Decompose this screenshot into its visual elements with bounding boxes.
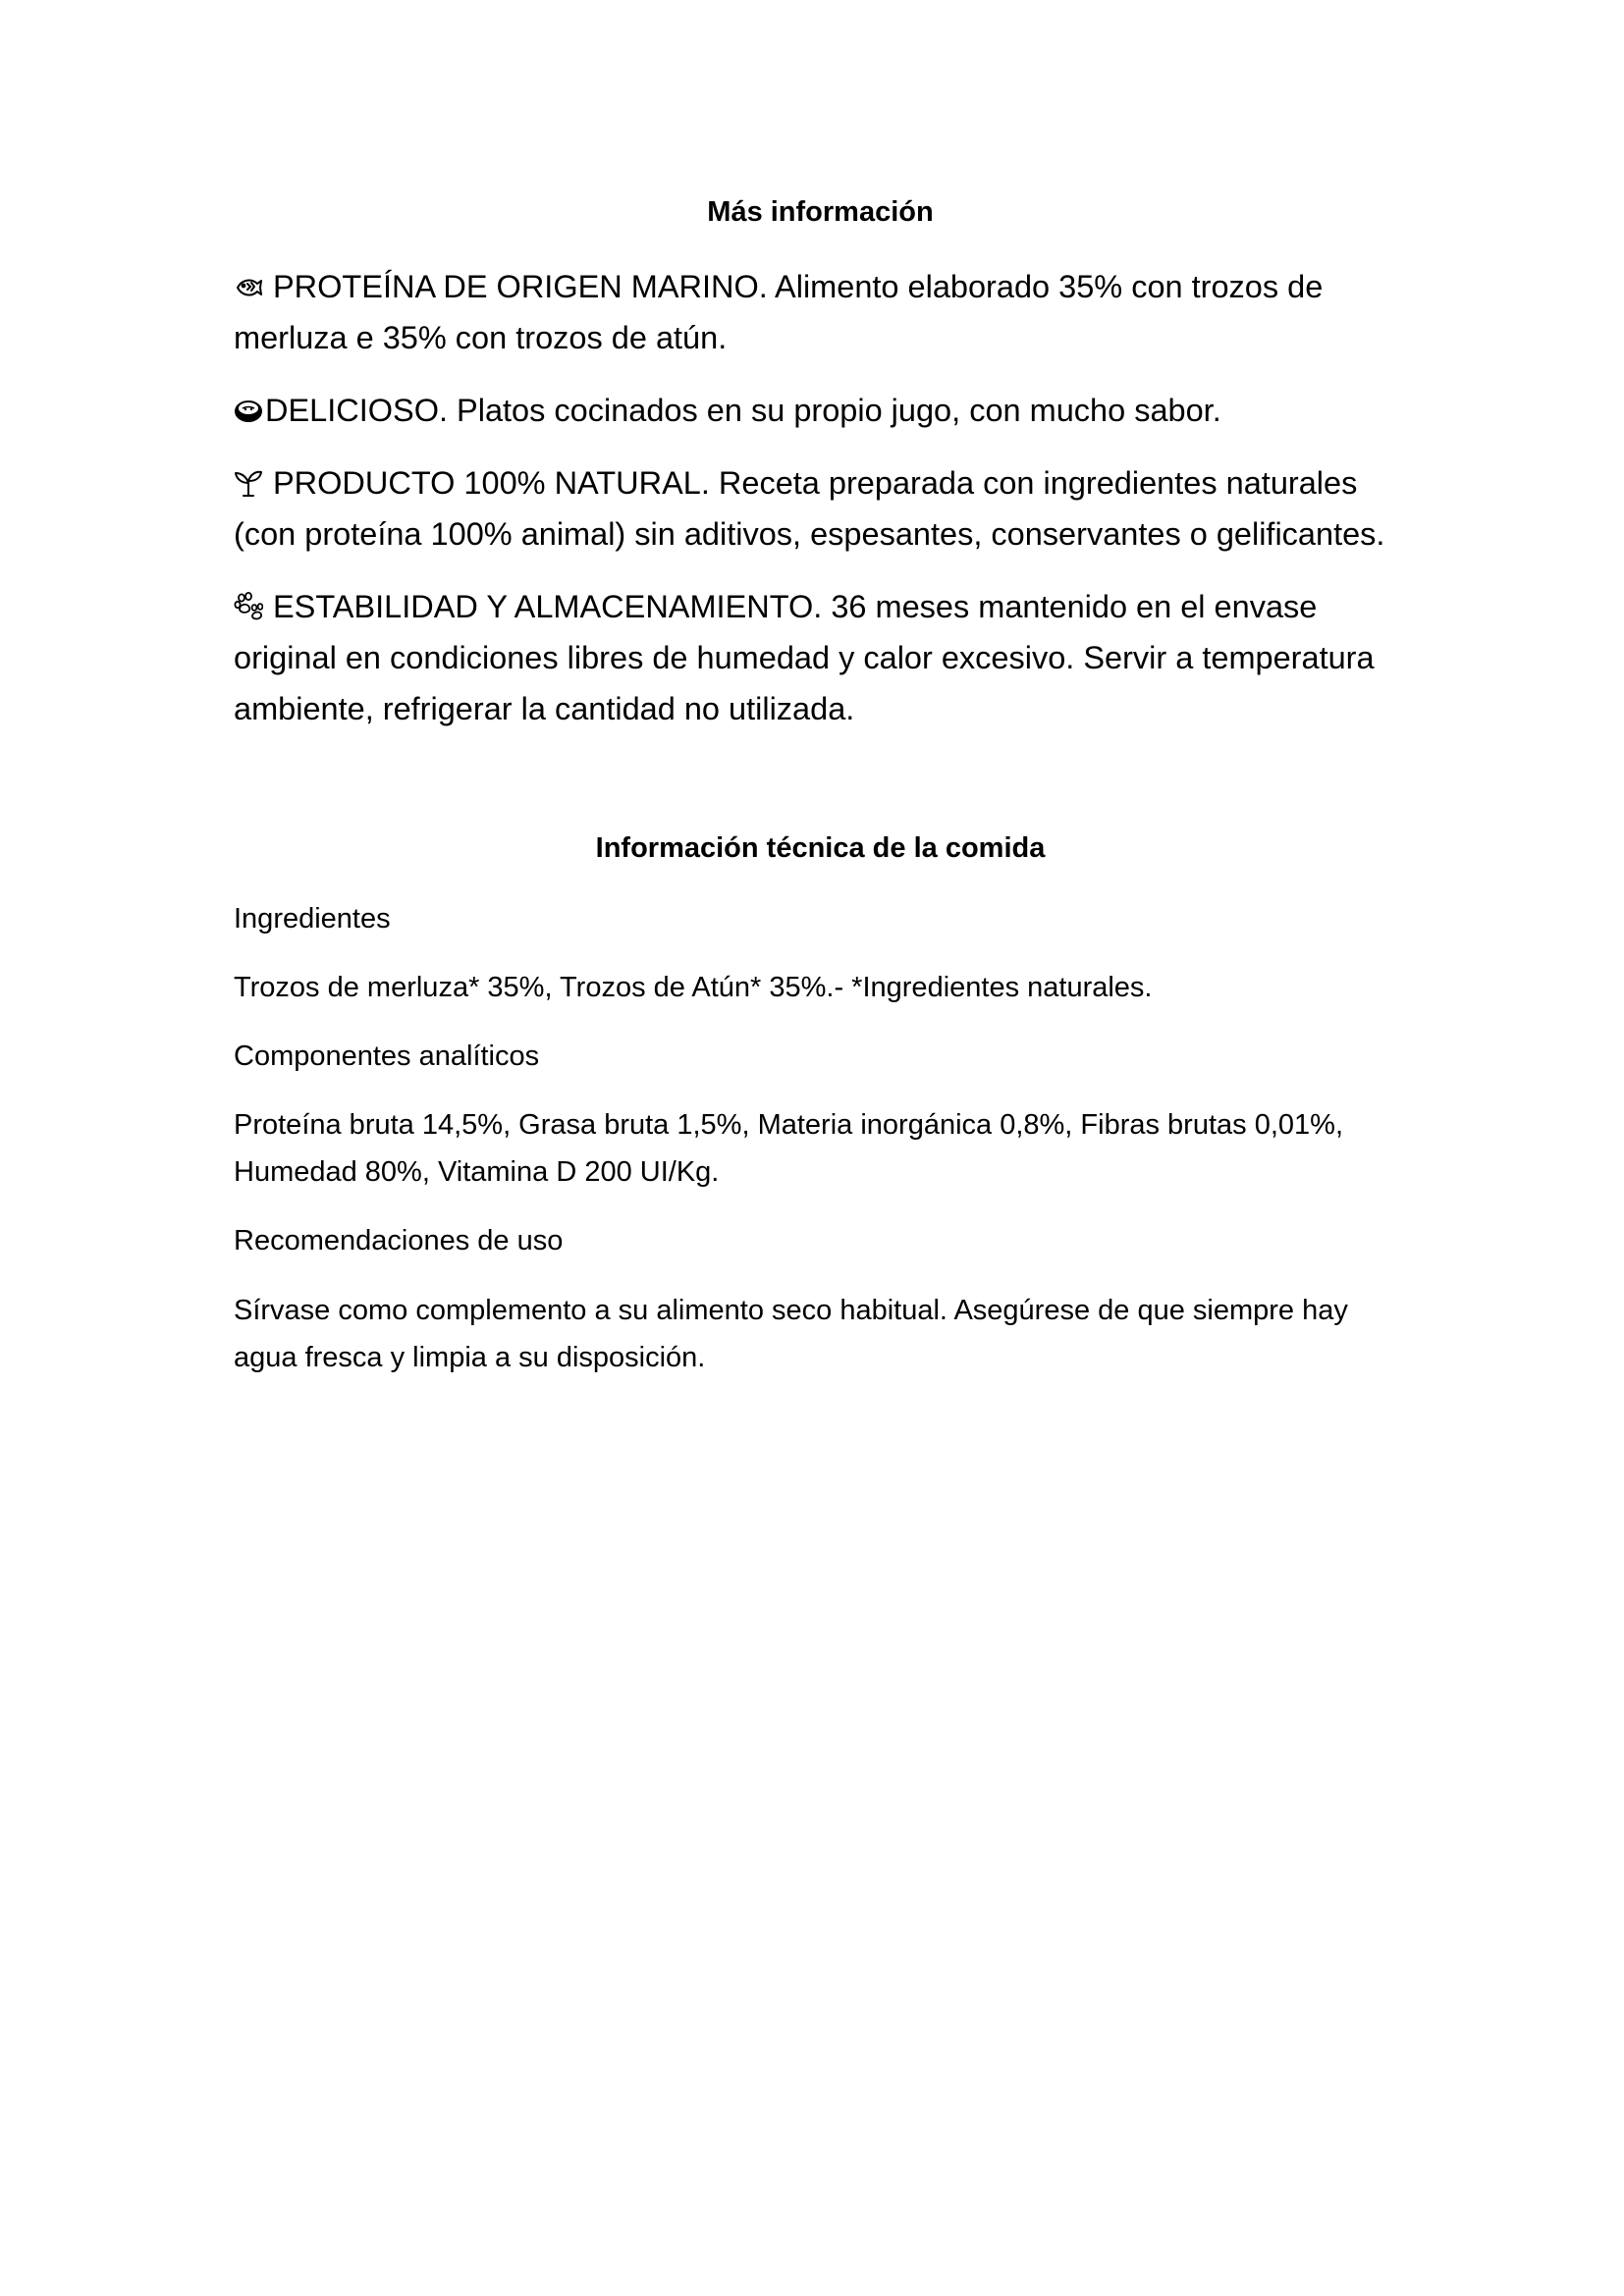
usage-label: Recomendaciones de uso: [234, 1225, 564, 1256]
section-heading-informacion-tecnica: Información técnica de la comida: [595, 832, 1046, 864]
food-bowl-icon: [234, 396, 263, 425]
sprout-icon: [234, 468, 263, 498]
fish-icon: [234, 272, 263, 301]
paw-icon: [234, 592, 263, 621]
feature-delicious: [234, 385, 1407, 436]
feature-storage: [234, 581, 1407, 734]
feature-marine-protein-text: PROTEÍNA DE ORIGEN MARINO. Alimento elaborado 35% con trozos de merluza e 35% con trozos de atún.: [234, 269, 1324, 355]
analytics-label: Componentes analíticos: [234, 1041, 540, 1072]
analytics-text: Proteína bruta 14,5%, Grasa bruta 1,5%, Materia inorgánica 0,8%, Fibras brutas 0,01%, Humedad 80%, Vitamina D 200 UI/Kg.: [234, 1109, 1343, 1188]
ingredients-text: Trozos de merluza* 35%, Trozos de Atún* 35%.- *Ingredientes naturales.: [234, 972, 1153, 1003]
section-heading-mas-informacion: Más información: [707, 196, 934, 228]
feature-natural-text: PRODUCTO 100% NATURAL. Receta preparada con ingredientes naturales (con proteína 100% animal) sin aditivos, espesantes, conservantes o gelificantes.: [234, 465, 1385, 552]
feature-marine-protein: [234, 261, 1407, 363]
feature-delicious-text: DELICIOSO. Platos cocinados en su propio jugo, con mucho sabor.: [265, 393, 1221, 428]
feature-storage-text: ESTABILIDAD Y ALMACENAMIENTO. 36 meses mantenido en el envase original en condiciones libres de humedad y calor excesivo. Servir a temperatura ambiente, refrigerar la cantidad no utilizada.: [234, 589, 1375, 726]
ingredients-label: Ingredientes: [234, 903, 391, 934]
feature-natural: [234, 457, 1407, 560]
usage-text: Sírvase como complemento a su alimento seco habitual. Asegúrese de que siempre hay agua fresca y limpia a su disposición.: [234, 1295, 1348, 1373]
